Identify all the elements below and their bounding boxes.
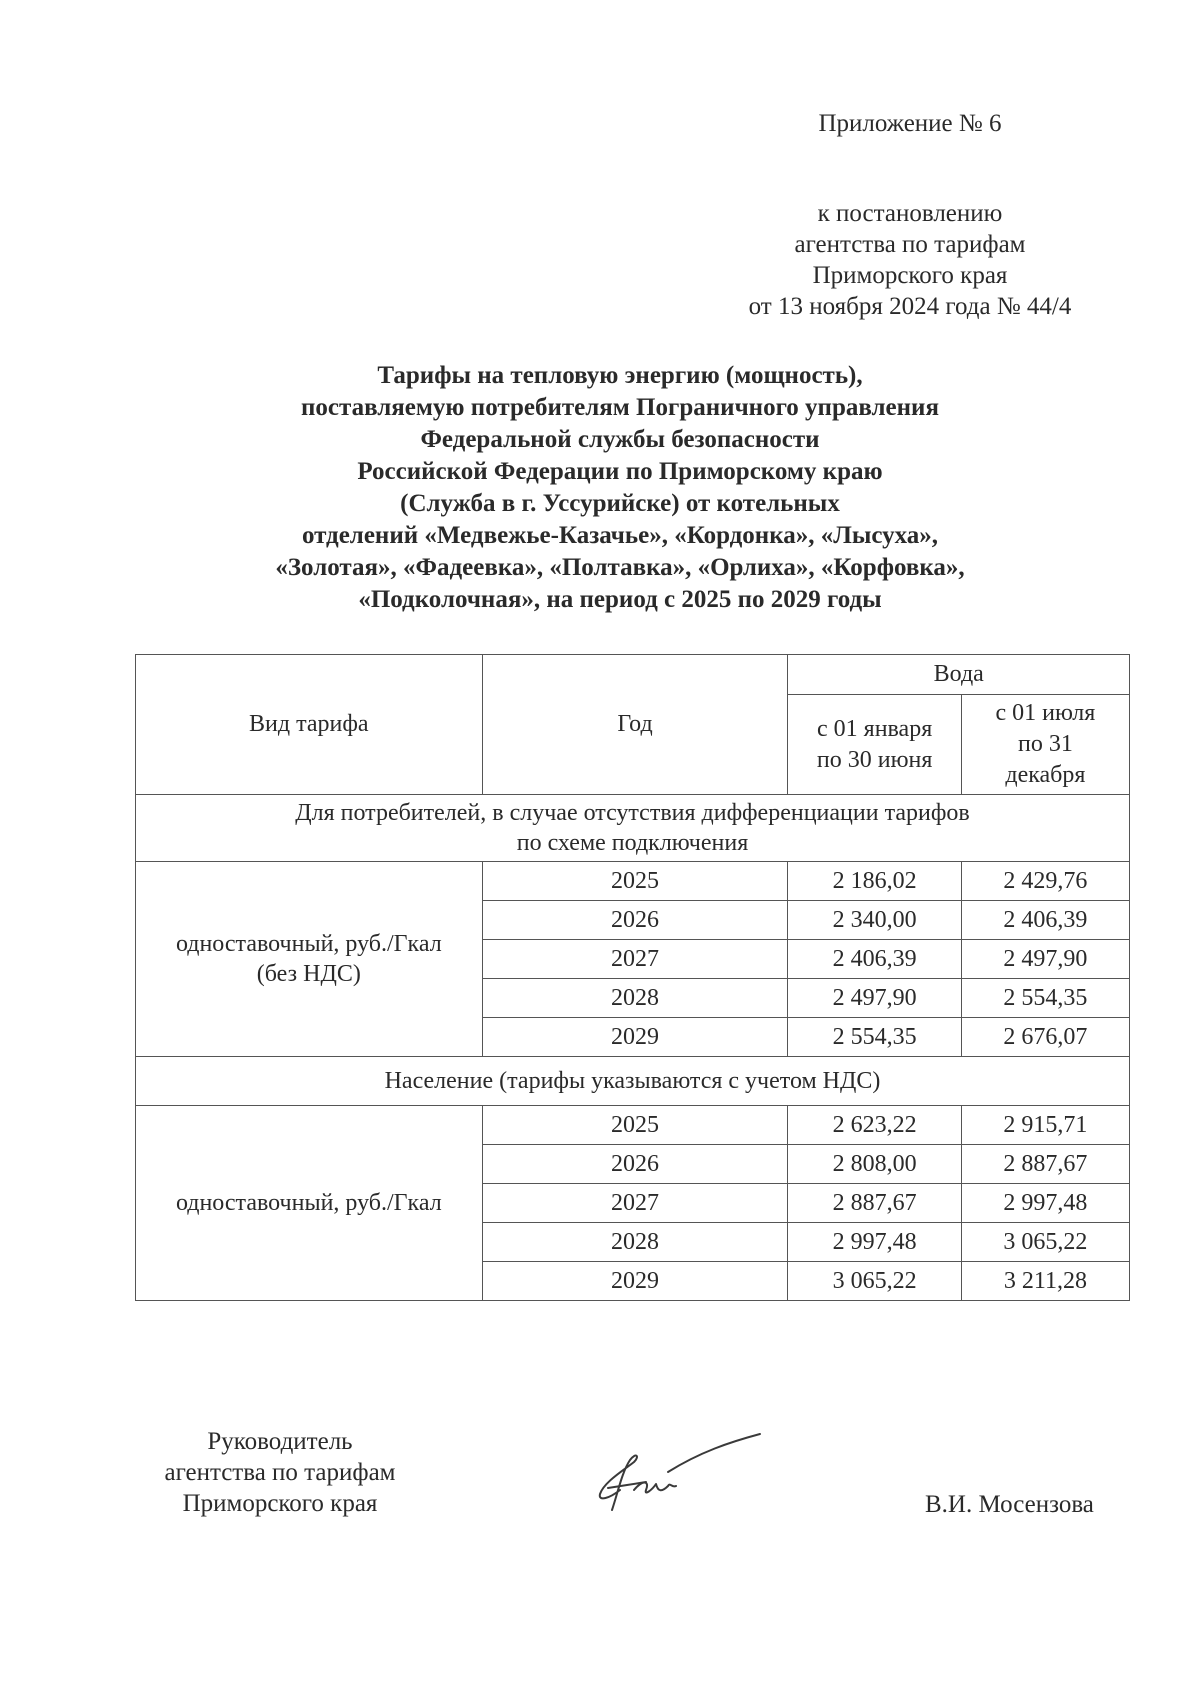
tariff-value: 2 676,07 [961,1018,1129,1057]
year-cell: 2028 [482,1223,788,1262]
title-line: отделений «Медвежье-Казачье», «Кордонка», «Лысуха», [301,522,939,549]
tariff-value: 2 497,90 [788,979,961,1018]
handwritten-signature [590,1432,765,1522]
tariff-value: 2 997,48 [788,1223,961,1262]
year-cell: 2025 [482,1106,788,1145]
year-cell: 2027 [482,1184,788,1223]
title-line: поставляемую потребителям Пограничного управления [301,394,939,421]
position-line: Руководитель [207,1428,353,1455]
signatory-name: В.И. Мосензова [925,1491,1094,1518]
decree-line: к постановлению [817,200,1003,227]
tariff-value: 3 065,22 [788,1262,961,1301]
appendix-number: Приложение № 6 [818,110,1002,137]
tariff-value: 2 997,48 [961,1184,1129,1223]
tariff-type-cell: одноставочный, руб./Гкал [136,1106,483,1301]
tariff-value: 2 915,71 [961,1106,1129,1145]
table-row [136,1106,1130,1145]
decree-line: агентства по тарифам [794,231,1026,258]
tariff-value: 2 887,67 [961,1145,1129,1184]
tariff-value: 2 406,39 [788,940,961,979]
decree-line: Приморского края [812,262,1008,289]
title-line: (Служба в г. Уссурийске) от котельных [400,490,840,517]
tariff-value: 2 808,00 [788,1145,961,1184]
tariff-value: 2 406,39 [961,901,1129,940]
header-year: Год [482,655,788,795]
title-line: Федеральной службы безопасности [420,426,820,453]
header-tariff-type: Вид тарифа [136,655,483,795]
year-cell: 2029 [482,1018,788,1057]
section-heading: Население (тарифы указываются с учетом НДС) [136,1057,1130,1106]
tariff-value: 3 065,22 [961,1223,1129,1262]
decree-line: от 13 ноября 2024 года № 44/4 [748,293,1072,320]
tariff-value: 2 623,22 [788,1106,961,1145]
signatory-position [140,1426,420,1519]
section-heading: Для потребителей, в случае отсутствия дифференциации тарифов по схеме подключения [136,795,1130,862]
tariff-value: 2 554,35 [788,1018,961,1057]
year-cell: 2028 [482,979,788,1018]
year-cell: 2026 [482,1145,788,1184]
year-cell: 2026 [482,901,788,940]
position-line: Приморского края [182,1490,378,1517]
tariff-value: 2 554,35 [961,979,1129,1018]
table-row [136,862,1130,901]
position-line: агентства по тарифам [164,1459,396,1486]
year-cell: 2029 [482,1262,788,1301]
header-water: Вода [788,655,1130,695]
tariff-type-cell: одноставочный, руб./Гкал (без НДС) [136,862,483,1057]
header-period-first-half: с 01 января по 30 июня [788,695,961,795]
tariff-table [135,654,1130,1301]
document-title [150,360,1090,616]
tariff-value: 2 497,90 [961,940,1129,979]
decree-reference [700,198,1120,322]
title-line: «Подколочная», на период с 2025 по 2029 годы [358,586,882,613]
year-cell: 2027 [482,940,788,979]
tariff-value: 2 887,67 [788,1184,961,1223]
tariff-value: 2 340,00 [788,901,961,940]
tariff-value: 2 429,76 [961,862,1129,901]
tariff-value: 3 211,28 [961,1262,1129,1301]
header-period-second-half: с 01 июля по 31 декабря [961,695,1129,795]
title-line: Российской Федерации по Приморскому краю [357,458,883,485]
title-line: Тарифы на тепловую энергию (мощность), [377,362,863,389]
title-line: «Золотая», «Фадеевка», «Полтавка», «Орлиха», «Корфовка», [275,554,965,581]
year-cell: 2025 [482,862,788,901]
tariff-value: 2 186,02 [788,862,961,901]
